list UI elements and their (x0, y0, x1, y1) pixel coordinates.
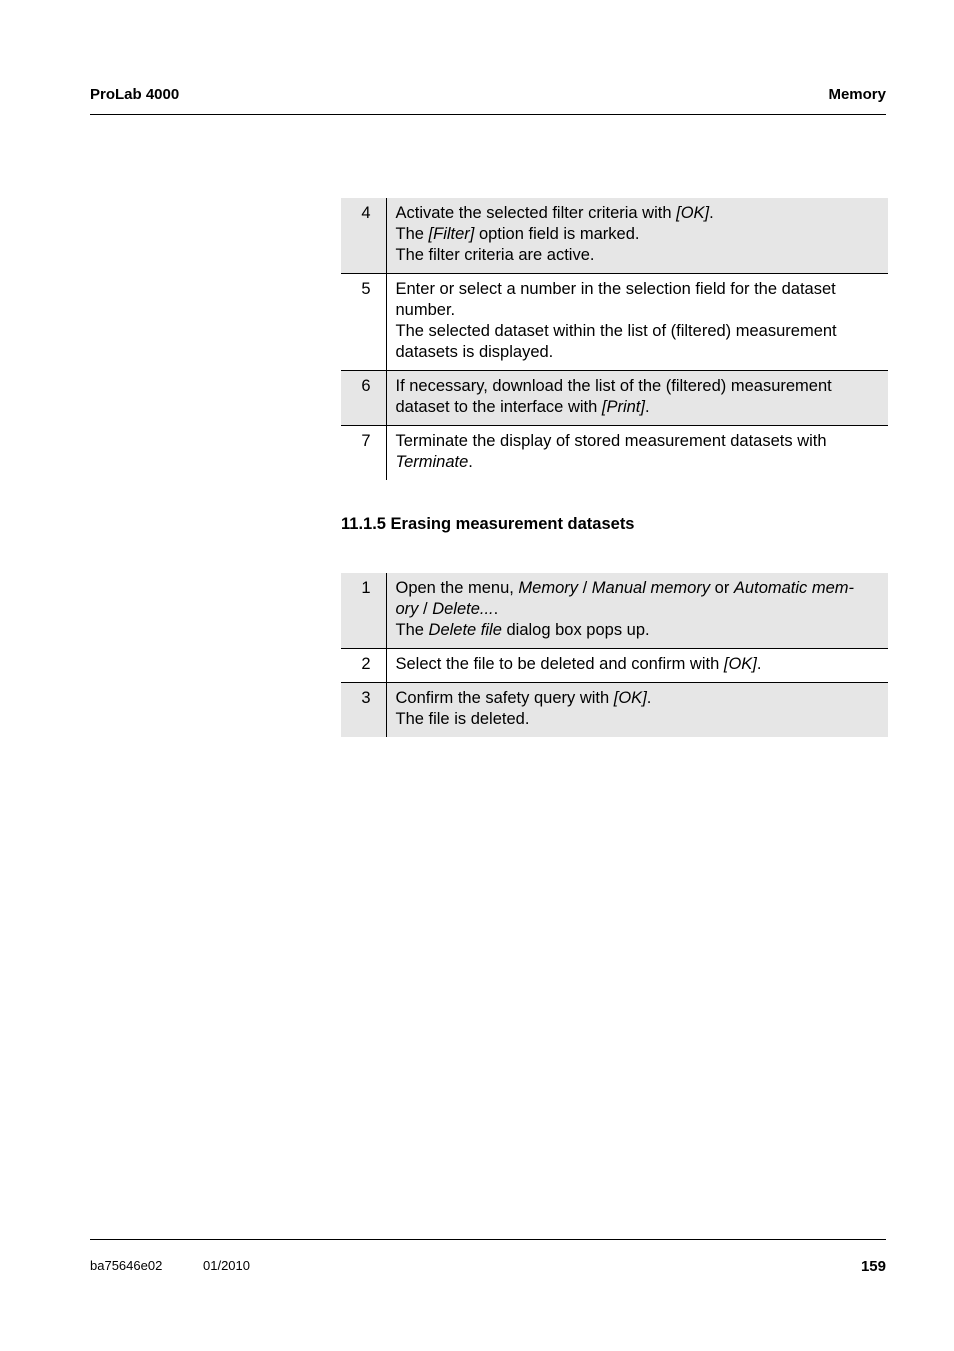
step-text-line (396, 452, 883, 473)
step-text (386, 573, 888, 649)
step-text-emphasis: Memory (518, 579, 579, 597)
step-text-line (396, 709, 883, 730)
step-text (386, 274, 888, 371)
step-number: 7 (341, 426, 386, 481)
step-text-emphasis: Manual memory (591, 579, 711, 597)
step-text-run: The (395, 225, 429, 243)
step-text-run: The file is deleted. (395, 710, 530, 728)
step-text-run: Confirm the safety query with (395, 689, 614, 707)
step-text-emphasis: Terminate (395, 453, 469, 471)
step-text-emphasis: Delete... (432, 600, 494, 618)
step-text-line (396, 279, 883, 300)
step-text-line (396, 688, 883, 709)
step-text-line (396, 224, 883, 245)
step-text (386, 683, 888, 738)
step-number: 2 (341, 649, 386, 683)
step-row (341, 371, 888, 426)
step-text-run: . (493, 600, 499, 618)
step-text-line (396, 599, 883, 620)
step-text-run: Select the file to be deleted and confirm with (395, 655, 724, 673)
step-text-run: / (578, 579, 592, 597)
steps-table-filter (341, 198, 888, 480)
step-text-emphasis: Delete file (428, 621, 502, 639)
step-text-line (396, 654, 883, 675)
page-footer (90, 1239, 886, 1280)
footer-date: 01/2010 (203, 1258, 250, 1273)
step-text-emphasis: ory (395, 600, 419, 618)
page-number: 159 (860, 1258, 886, 1275)
step-number: 1 (341, 573, 386, 649)
step-text-run: option field is marked. (474, 225, 640, 243)
step-text-line (396, 431, 883, 452)
step-text-run: Open the menu, (395, 579, 519, 597)
step-text-emphasis: [OK] (723, 655, 757, 673)
step-text-line (396, 321, 883, 342)
step-text-line (396, 376, 883, 397)
step-text-emphasis: Automatic mem- (733, 579, 855, 597)
page-header (90, 86, 886, 115)
step-row (341, 649, 888, 683)
step-text-emphasis: [Filter] (428, 225, 475, 243)
header-product: ProLab 4000 (90, 86, 180, 103)
step-text-run: Enter or select a number in the selection field for the dataset (395, 280, 836, 298)
step-text-line (396, 203, 883, 224)
step-text-run: dataset to the interface with (395, 398, 602, 416)
step-text-run: dialog box pops up. (501, 621, 650, 639)
steps-table-erase (341, 573, 888, 737)
step-row (341, 198, 888, 274)
step-number: 4 (341, 198, 386, 274)
step-row (341, 426, 888, 481)
step-number: 3 (341, 683, 386, 738)
step-text-line (396, 342, 883, 363)
header-chapter: Memory (828, 86, 886, 103)
step-text-line (396, 620, 883, 641)
step-text (386, 371, 888, 426)
step-text-run: Terminate the display of stored measurement datasets with (395, 432, 827, 450)
step-text-run: The filter criteria are active. (395, 246, 595, 264)
step-row (341, 274, 888, 371)
step-number: 5 (341, 274, 386, 371)
step-row (341, 573, 888, 649)
step-text-run: or (710, 579, 734, 597)
step-text-run: . (709, 204, 714, 222)
step-text-run: . (644, 398, 650, 416)
step-text-line (396, 578, 883, 599)
step-text-run: datasets is displayed. (395, 343, 554, 361)
step-text (386, 198, 888, 274)
step-text-run: If necessary, download the list of the (filtered) measurement (395, 377, 832, 395)
footer-doc-code: ba75646e02 (90, 1258, 163, 1273)
step-text-emphasis: [OK] (676, 204, 710, 222)
section-title: 11.1.5 Erasing measurement datasets (341, 515, 635, 533)
step-text-emphasis: [Print] (601, 398, 645, 416)
step-text-run: Activate the selected filter criteria with (395, 204, 677, 222)
step-text-line (396, 300, 883, 321)
step-text-run: The selected dataset within the list of (filtered) measurement (395, 322, 837, 340)
step-row (341, 683, 888, 738)
step-text-run: . (756, 655, 762, 673)
step-text-run: / (418, 600, 433, 618)
step-number: 6 (341, 371, 386, 426)
step-text (386, 649, 888, 683)
step-text-line (396, 245, 883, 266)
step-text-run: number. (395, 301, 456, 319)
step-text-run: . (646, 689, 652, 707)
step-text-run: The (395, 621, 429, 639)
step-text-line (396, 397, 883, 418)
step-text-run: . (468, 453, 473, 471)
step-text-emphasis: [OK] (613, 689, 647, 707)
step-text (386, 426, 888, 481)
